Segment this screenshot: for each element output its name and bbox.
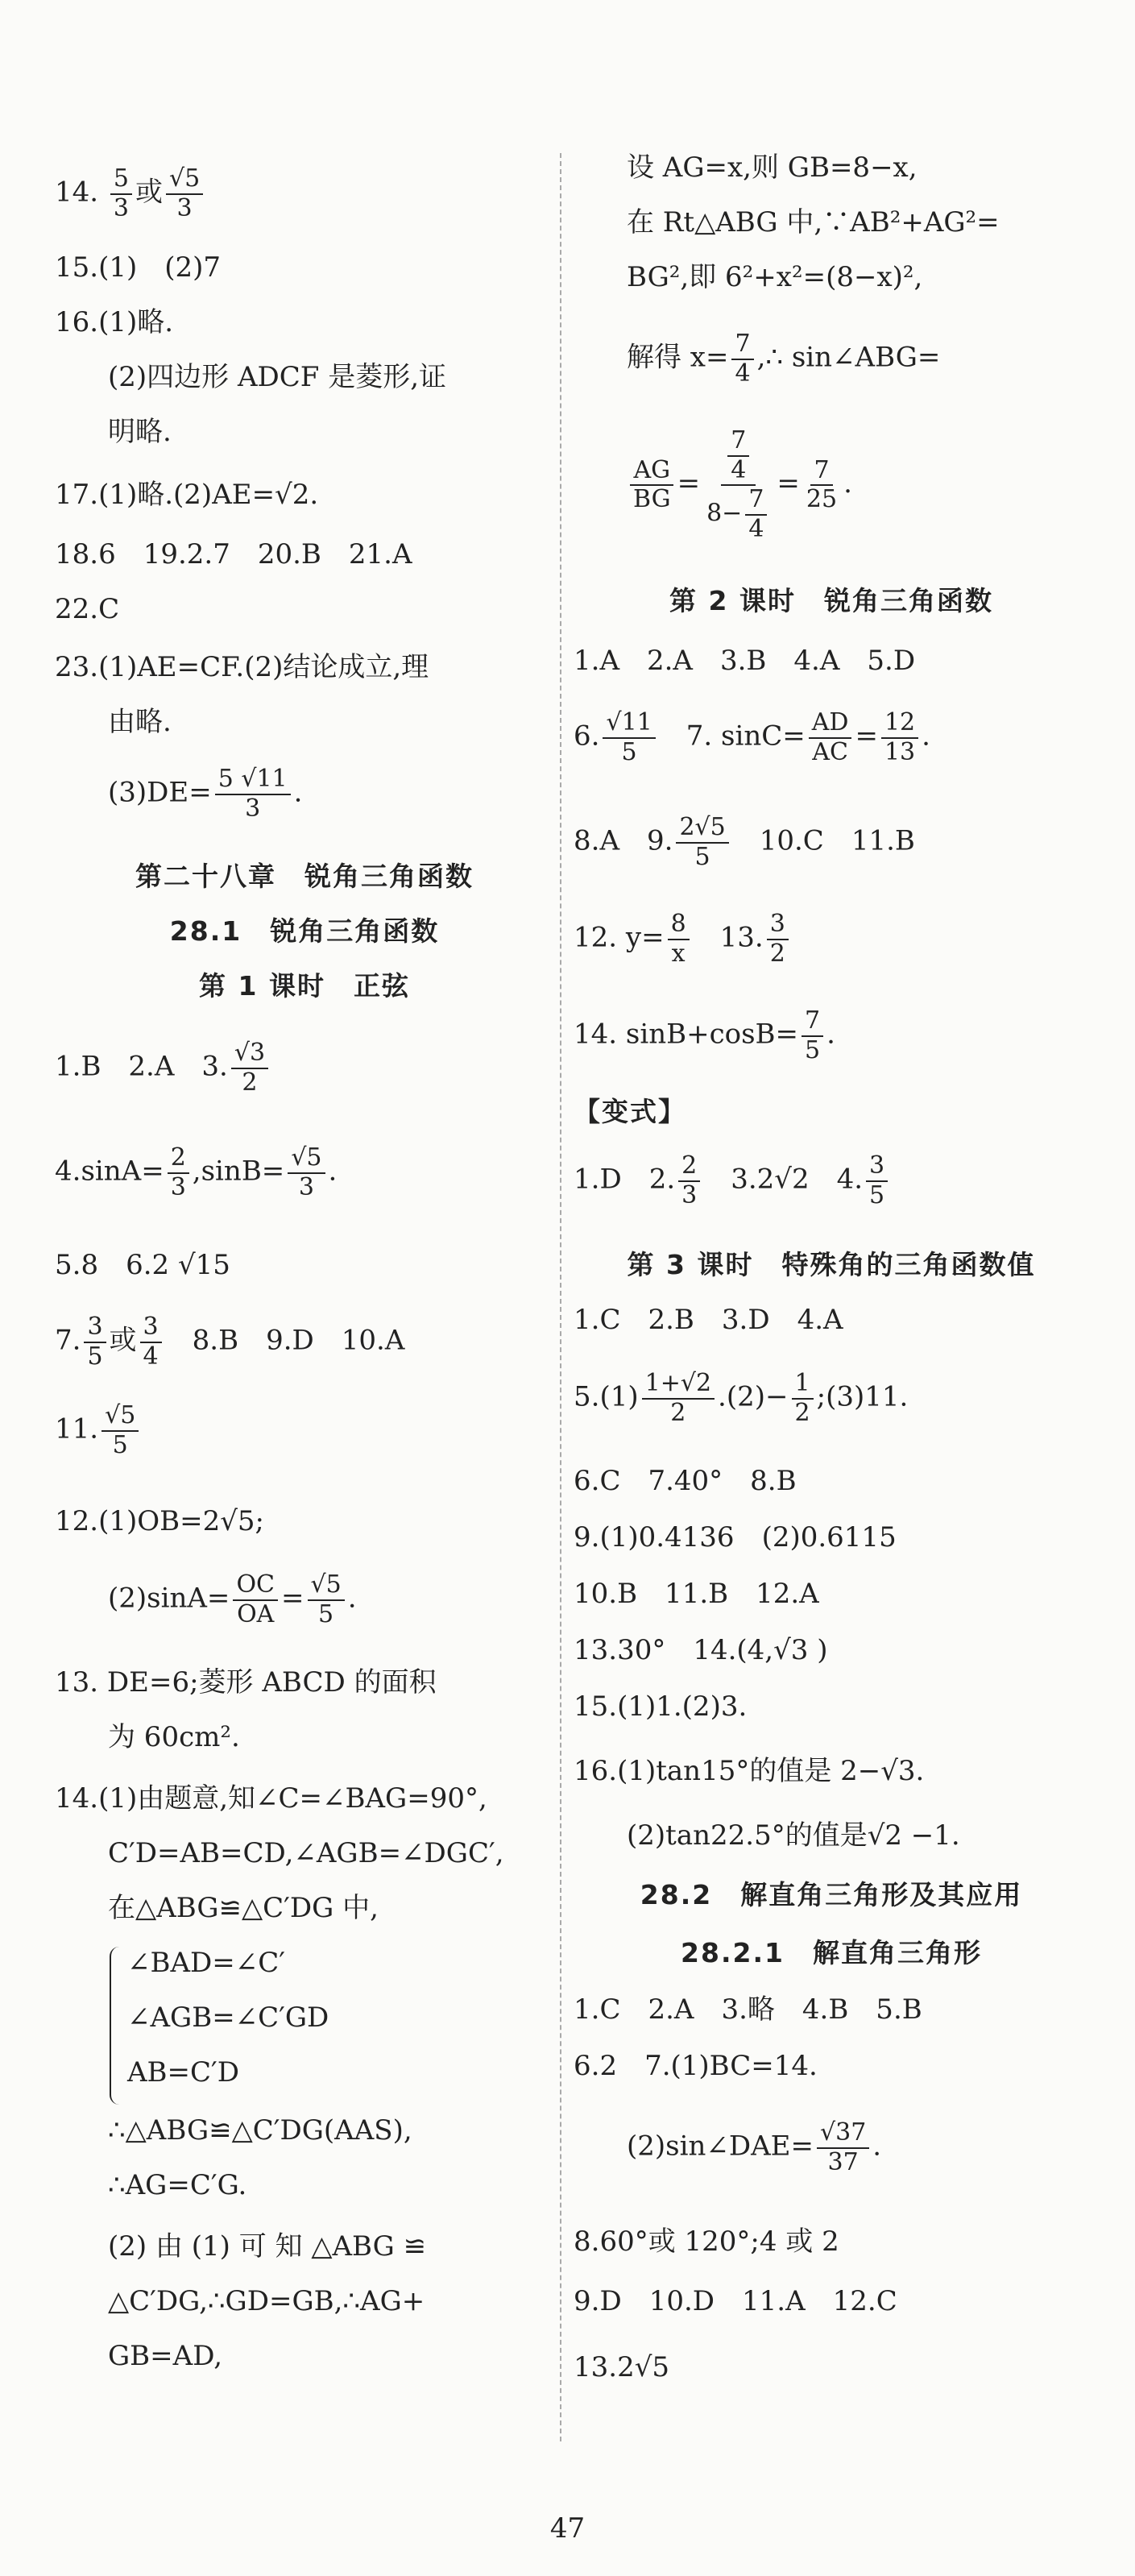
den: 3 <box>170 1172 186 1201</box>
d-answers-9-12: 9.D 10.D 11.A 12.C <box>574 2285 897 2317</box>
fraction <box>168 1144 189 1201</box>
b-answers-1-5: 1.A 2.A 3.B 4.A 5.D <box>574 645 916 677</box>
answer-16-2: (2)四边形 ADCF 是菱形,证 <box>108 361 447 393</box>
den: 4 <box>731 455 747 484</box>
page-number: 47 <box>549 2512 586 2545</box>
answer-14-2: C′D=AB=CD,∠AGB=∠DGC′, <box>108 1837 504 1869</box>
answer-23-3: (3)DE= $\frac{5 √11}{3}$ . <box>108 765 303 823</box>
fraction <box>231 1039 268 1097</box>
den: 5 <box>621 737 637 766</box>
fraction <box>110 165 132 222</box>
answer-23-2: 由略. <box>108 706 172 738</box>
fraction <box>817 2119 869 2176</box>
answer-14-3: 在△ABG≌△C′DG 中, <box>108 1892 379 1924</box>
answer-12: 12.(1)OB=2√5; <box>55 1505 264 1537</box>
den: 2 <box>794 1398 810 1427</box>
right-line-5: $\frac{AG}{BG}$ = $\frac{7}{4}$ 8− $\frac{7}{4}$ = $\frac{7}{25}$ . <box>574 427 852 543</box>
answer-14-5: ∴AG=C′G. <box>108 2169 247 2201</box>
answer-1-3 <box>55 1039 271 1097</box>
num: 5 <box>110 165 132 195</box>
den: AC <box>812 737 848 766</box>
num: 3 <box>767 911 789 940</box>
right-line-4 <box>574 330 940 388</box>
answer-16: 16.(1)略. <box>55 306 174 338</box>
den: x <box>671 939 686 968</box>
label: 12. y= <box>574 921 665 954</box>
condition-3: AB=C′D <box>127 2056 240 2089</box>
den: 25 <box>806 485 838 513</box>
fraction <box>678 1152 700 1209</box>
right-line-3: BG²,即 6²+x²=(8−x)², <box>627 261 923 293</box>
label: 3.2√2 4. <box>703 1163 864 1196</box>
answer-16-3: 明略. <box>108 416 172 448</box>
column-divider <box>560 153 561 2441</box>
num: 5 √11 <box>215 765 291 795</box>
fraction <box>288 1144 325 1201</box>
fraction <box>215 765 291 823</box>
den: 2 <box>670 1398 686 1427</box>
num: 3 <box>140 1313 162 1343</box>
answer-14-4: ∴△ABG≌△C′DG(AAS), <box>108 2114 412 2147</box>
answer-12-2: (2)sinA= $\frac{OC}{OA}$ = $\frac{√5}{5}$ . <box>108 1570 357 1628</box>
num: OC <box>233 1571 278 1601</box>
c-answer-16-2: (2)tan22.5°的值是√2 −1. <box>627 1819 960 1852</box>
den: 4 <box>748 514 764 543</box>
d-answers-6-7: 6.2 7.(1)BC=14. <box>574 2050 818 2082</box>
num: 7 <box>810 457 832 487</box>
num: 2 <box>678 1152 700 1182</box>
d-answer-8: 8.60°或 120°;4 或 2 <box>574 2225 839 2258</box>
num: √5 <box>308 1571 345 1601</box>
num: AD <box>809 709 852 739</box>
d-answer-13: 13.2√5 <box>574 2351 669 2383</box>
num: √5 <box>101 1402 139 1432</box>
num: 2 <box>168 1144 189 1174</box>
condition-2: ∠AGB=∠C′GD <box>127 2001 329 2034</box>
section-heading-2821: 28.2.1 解直角三角形 <box>681 1937 982 1968</box>
fraction <box>676 814 728 871</box>
answer-15: 15.(1) (2)7 <box>55 251 222 284</box>
fraction <box>809 709 852 766</box>
den: 37 <box>827 2147 859 2176</box>
label: 14. sinB+cosB= <box>574 1018 799 1051</box>
c-answer-9: 9.(1)0.4136 (2)0.6115 <box>574 1521 897 1553</box>
left-column <box>55 0 554 2530</box>
label: 4.sinA= <box>55 1155 164 1188</box>
den: 2 <box>769 939 785 968</box>
fraction <box>802 1007 823 1064</box>
num: 3 <box>84 1313 106 1343</box>
label: 解得 x= <box>627 341 729 374</box>
num <box>721 427 756 486</box>
fraction <box>140 1313 162 1371</box>
label: ,sinB= <box>192 1155 285 1188</box>
or-text: 或 <box>109 1324 137 1357</box>
fraction <box>642 1370 715 1427</box>
answer-17: 17.(1)略.(2)AE=√2. <box>55 479 319 511</box>
label: 1.D 2. <box>574 1163 676 1196</box>
c-answers-13-14: 13.30° 14.(4,√3 ) <box>574 1634 828 1666</box>
fraction <box>767 911 789 968</box>
c-answers-10-12: 10.B 11.B 12.A <box>574 1578 819 1610</box>
num: √5 <box>166 165 203 195</box>
num: 8 <box>668 911 690 940</box>
label: 5.8 6.2 <box>55 1249 170 1281</box>
answer-22: 22.C <box>55 593 120 625</box>
right-column <box>574 0 1089 2530</box>
lesson-heading: 第 1 课时 正弦 <box>199 970 410 1002</box>
fraction <box>866 1152 888 1209</box>
den: 5 <box>805 1035 821 1064</box>
section-heading-282: 28.2 解直角三角形及其应用 <box>640 1879 1023 1910</box>
answer-14-8: GB=AD, <box>108 2340 223 2372</box>
d-answers-1-5: 1.C 2.A 3.略 4.B 5.B <box>574 1993 922 2026</box>
fraction <box>84 1313 106 1371</box>
answer-13: 13. DE=6;菱形 ABCD 的面积 <box>55 1666 437 1699</box>
fraction <box>101 1402 139 1459</box>
num: 1 <box>792 1370 814 1400</box>
label: ;(3)11. <box>816 1380 909 1413</box>
variant-heading: 【变式】 <box>574 1096 686 1127</box>
num: 1+√2 <box>642 1370 715 1400</box>
fraction <box>745 486 767 543</box>
lesson-heading-2: 第 2 课时 锐角三角函数 <box>669 585 993 616</box>
answer-14-7: △C′DG,∴GD=GB,∴AG+ <box>108 2285 425 2317</box>
eight-minus: 8− <box>706 499 743 528</box>
answer-13-2: 为 60cm². <box>108 1721 240 1753</box>
num: 7 <box>731 330 753 360</box>
label: 5.(1) <box>574 1380 639 1413</box>
den: 3 <box>298 1172 314 1201</box>
fraction <box>233 1571 278 1628</box>
num: 7 <box>727 427 749 457</box>
b-answers-6-7: 6. $\frac{√11}{5}$ 7. sinC= $\frac{AD}{AC}$ = $\frac{12}{13}$ . <box>574 708 930 766</box>
b-answer-14: 14. sinB+cosB= $\frac{7}{5}$ . <box>574 1006 835 1064</box>
answer-4: 4.sinA= $\frac{2}{3}$ ,sinB= $\frac{√5}{3}$ . <box>55 1143 338 1201</box>
den: 3 <box>245 794 261 823</box>
lesson-heading-3: 第 3 课时 特殊角的三角函数值 <box>627 1249 1036 1280</box>
c-answer-15: 15.(1)1.(2)3. <box>574 1690 748 1723</box>
answer-18-21: 18.6 19.2.7 20.B 21.A <box>55 538 412 570</box>
variant-answers <box>574 1152 891 1209</box>
label: 7. <box>55 1324 81 1357</box>
label: 10.C 11.B <box>731 824 915 857</box>
label: 13. <box>692 921 764 954</box>
num: 3 <box>866 1152 888 1182</box>
answer-7-10 <box>55 1313 404 1371</box>
fraction <box>166 165 203 222</box>
num: 2√5 <box>676 814 728 844</box>
den: BG <box>633 485 671 513</box>
label: (2)sin∠DAE= <box>627 2130 814 2163</box>
item-number: 14. <box>55 176 99 209</box>
label: (3)DE= <box>108 776 212 809</box>
sqrt-15: √15 <box>177 1249 230 1281</box>
b-answers-8-11 <box>574 814 915 871</box>
chapter-heading: 第二十八章 锐角三角函数 <box>135 861 474 892</box>
answer-14-1: 14.(1)由题意,知∠C=∠BAG=90°, <box>55 1782 487 1815</box>
num: AG <box>630 457 673 487</box>
label: 1.B 2.A 3. <box>55 1050 228 1083</box>
c-answer-16: 16.(1)tan15°的值是 2−√3. <box>574 1755 925 1787</box>
den: 5 <box>694 842 710 871</box>
fraction <box>803 457 840 514</box>
fraction <box>727 427 749 484</box>
fraction <box>630 457 674 514</box>
den: 3 <box>176 193 193 222</box>
fraction <box>731 330 753 388</box>
den: 3 <box>681 1180 698 1209</box>
label: 8.A 9. <box>574 824 673 857</box>
right-line-2: 在 Rt△ABG 中,∵AB²+AG²= <box>627 206 1000 239</box>
den: 13 <box>884 737 916 766</box>
den: 5 <box>112 1430 128 1459</box>
fraction <box>881 709 918 766</box>
c-answer-5 <box>574 1370 908 1427</box>
num: 7 <box>802 1007 823 1037</box>
fraction <box>308 1571 345 1628</box>
label: 11. <box>55 1412 99 1446</box>
answer-5-6 <box>55 1249 230 1282</box>
b-answers-12-13 <box>574 911 792 968</box>
label: .(2)− <box>718 1380 789 1413</box>
den: 4 <box>735 359 751 388</box>
fraction <box>792 1370 814 1427</box>
num: 7 <box>745 486 767 516</box>
d-answer-7-2: (2)sin∠DAE= $\frac{√37}{37}$ . <box>627 2118 882 2176</box>
condition-1: ∠BAD=∠C′ <box>127 1947 285 1979</box>
section-heading: 28.1 锐角三角函数 <box>169 915 440 947</box>
num: √11 <box>603 709 655 739</box>
c-answers-6-8: 6.C 7.40° 8.B <box>574 1465 797 1497</box>
or-text: 或 <box>135 176 163 209</box>
num: √5 <box>288 1144 325 1174</box>
label: 7. sinC= <box>658 720 806 753</box>
den <box>703 486 773 543</box>
den: 5 <box>869 1180 885 1209</box>
answer-11 <box>55 1402 142 1459</box>
num: √3 <box>231 1039 268 1069</box>
fraction <box>603 709 655 766</box>
num: √37 <box>817 2119 869 2149</box>
den: 5 <box>87 1342 103 1371</box>
answer-14-6: (2) 由 (1) 可 知 △ABG ≌ <box>108 2230 427 2263</box>
den: OA <box>237 1599 275 1628</box>
answer-23: 23.(1)AE=CF.(2)结论成立,理 <box>55 651 429 683</box>
label: 6. <box>574 720 600 753</box>
label: ,∴ sin∠ABG= <box>756 341 941 374</box>
right-line-1: 设 AG=x,则 GB=8−x, <box>627 151 918 184</box>
fraction <box>703 427 773 543</box>
label: 8.B 9.D 10.A <box>164 1324 405 1357</box>
c-answers-1-4: 1.C 2.B 3.D 4.A <box>574 1304 843 1336</box>
den: 2 <box>242 1068 258 1097</box>
fraction <box>668 911 690 968</box>
den: 5 <box>318 1599 334 1628</box>
num: 12 <box>881 709 918 739</box>
den: 3 <box>113 193 129 222</box>
answer-14 <box>55 165 206 222</box>
label: (2)sinA= <box>108 1582 230 1615</box>
den: 4 <box>143 1342 159 1371</box>
